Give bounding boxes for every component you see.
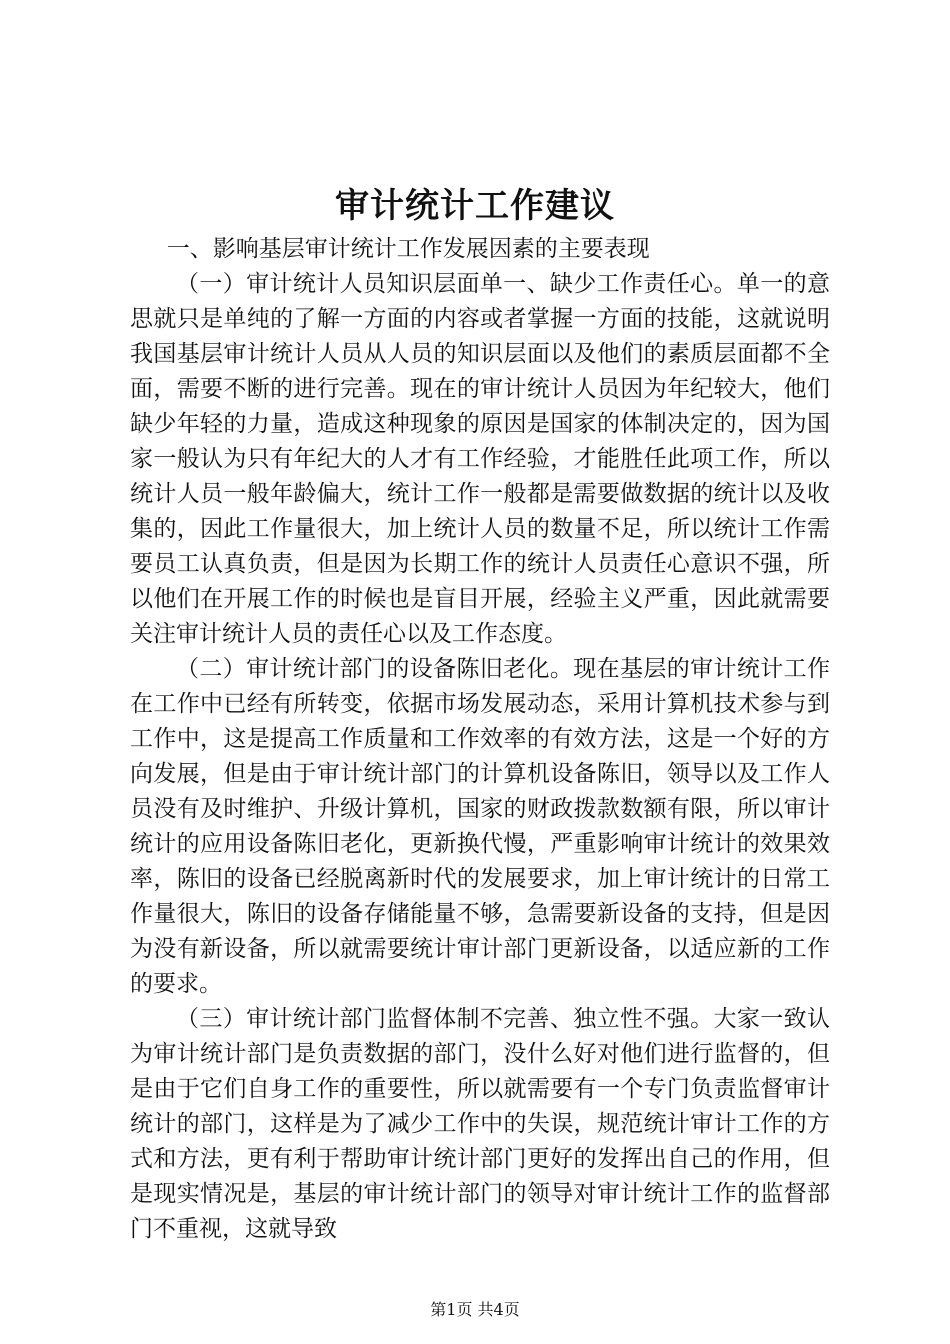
paragraph-3: （三）审计统计部门监督体制不完善、独立性不强。大家一致认为审计统计部门是负责数据的部门，没什么好对他们进行监督的，但是由于它们自身工作的重要性，所以就需要有一个专门负责监督审计统计的部门，这样是为了减少工作中的失误，规范统计审计工作的方式和方法，更有利于帮助审计统计部门更好的发挥出自己的作用，但是现实情况是，基层的审计统计部门的领导对审计统计工作的监督部门不重视，这就导致	[130, 1006, 830, 1242]
document-body	[130, 232, 830, 1247]
paragraph-2: （二）审计统计部门的设备陈旧老化。现在基层的审计统计工作在工作中已经有所转变，依据市场发展动态，采用计算机技术参与到工作中，这是提高工作质量和工作效率的有效方法，这是一个好的方向发展，但是由于审计统计部门的计算机设备陈旧，领导以及工作人员没有及时维护、升级计算机，国家的财政拨款数额有限，所以审计统计的应用设备陈旧老化，更新换代慢，严重影响审计统计的效果效率，陈旧的设备已经脱离新时代的发展要求，加上审计统计的日常工作量很大，陈旧的设备存储能量不够，急需要新设备的支持，但是因为没有新设备，所以就需要统计审计部门更新设备，以适应新的工作的要求。	[130, 656, 830, 997]
section-heading: 一、影响基层审计统计工作发展因素的主要表现	[166, 236, 650, 262]
page-footer: 第1页 共4页	[430, 1300, 520, 1319]
paragraph-1: （一）审计统计人员知识层面单一、缺少工作责任心。单一的意思就只是单纯的了解一方面的内容或者掌握一方面的技能，这就说明我国基层审计统计人员从人员的知识层面以及他们的素质层面都不全面，需要不断的进行完善。现在的审计统计人员因为年纪较大，他们缺少年轻的力量，造成这种现象的原因是国家的体制决定的，因为国家一般认为只有年纪大的人才有工作经验，才能胜任此项工作，所以统计人员一般年龄偏大，统计工作一般都是需要做数据的统计以及收集的，因此工作量很大，加上统计人员的数量不足，所以统计工作需要员工认真负责，但是因为长期工作的统计人员责任心意识不强，所以他们在开展工作的时候也是盲目开展，经验主义严重，因此就需要关注审计统计人员的责任心以及工作态度。	[130, 271, 830, 647]
document-title: 审计统计工作建议	[335, 186, 615, 226]
